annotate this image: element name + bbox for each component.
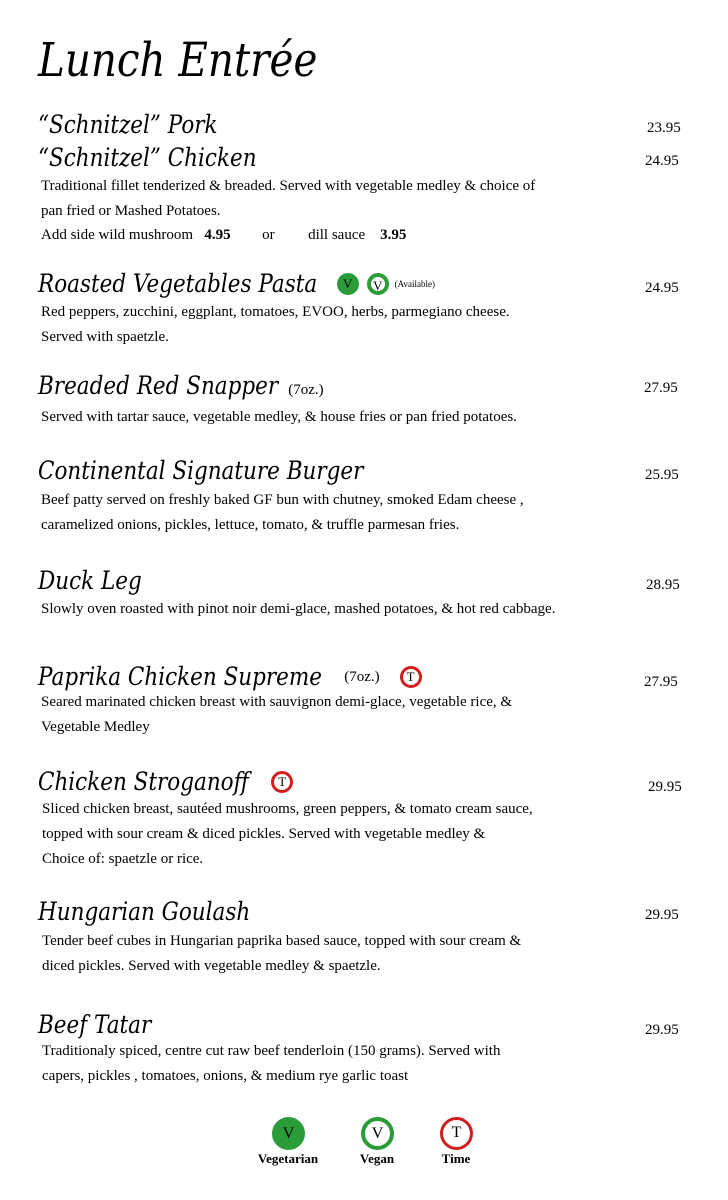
vegan-badge-icon: V xyxy=(367,273,389,295)
desc-line: Seared marinated chicken breast with sauvignon demi-glace, vegetable rice, & xyxy=(41,694,513,710)
page-title: Lunch Entrée xyxy=(38,33,318,88)
item-price-beef-tatar: 29.95 xyxy=(645,1022,679,1038)
vegetarian-badge-icon: V xyxy=(337,273,359,295)
item-name-paprika: Paprika Chicken Supreme xyxy=(38,662,323,691)
item-price-stroganoff: 29.95 xyxy=(648,779,682,795)
desc-line: Choice of: spaetzle or rice. xyxy=(42,851,204,867)
legend-label-vegetarian: Vegetarian xyxy=(257,1151,319,1166)
item-desc-beef-tatar xyxy=(42,1039,500,1089)
item-header-pasta xyxy=(38,269,435,299)
item-price-burger: 25.95 xyxy=(645,467,679,483)
addon-sauce-price: 3.95 xyxy=(380,227,407,243)
addon-prefix: Add side wild mushroom xyxy=(41,227,194,243)
item-header-snapper xyxy=(38,371,324,401)
item-header-stroganoff xyxy=(38,767,293,797)
item-price-duck-leg: 28.95 xyxy=(646,577,680,593)
item-desc-goulash xyxy=(42,929,521,979)
item-name-snapper: Breaded Red Snapper xyxy=(38,371,279,400)
desc-line: Vegetable Medley xyxy=(41,719,150,735)
item-name-stroganoff: Chicken Stroganoff xyxy=(38,767,249,796)
item-price-pasta: 24.95 xyxy=(645,280,679,296)
desc-line: diced pickles. Served with vegetable medley & spaetzle. xyxy=(42,958,381,974)
item-price-goulash: 29.95 xyxy=(645,907,679,923)
item-desc-duck-leg xyxy=(41,597,555,622)
legend-vegetarian-icon: V xyxy=(272,1117,305,1150)
legend-time-icon: T xyxy=(440,1117,473,1150)
item-price-paprika: 27.95 xyxy=(644,674,678,690)
item-name-schnitzel-pork: “Schnitzel” Pork xyxy=(38,110,218,139)
desc-line: Sliced chicken breast, sautéed mushrooms, green peppers, & tomato cream sauce, xyxy=(42,801,533,817)
legend-label-time: Time xyxy=(441,1151,471,1166)
desc-line: Tender beef cubes in Hungarian paprika based sauce, topped with sour cream & xyxy=(42,933,522,949)
item-price-schnitzel-chicken: 24.95 xyxy=(645,153,679,169)
time-badge-icon: T xyxy=(271,771,293,793)
desc-line: Beef patty served on freshly baked GF bun with chutney, smoked Edam cheese , xyxy=(41,492,524,508)
item-desc-burger xyxy=(41,488,524,538)
item-desc-paprika xyxy=(41,690,512,740)
desc-line: Served with spaetzle. xyxy=(41,329,169,345)
item-name-burger: Continental Signature Burger xyxy=(38,456,364,485)
item-desc-schnitzel-chicken xyxy=(41,174,535,224)
item-suffix-paprika: (7oz.) xyxy=(344,668,380,685)
item-name-beef-tatar: Beef Tatar xyxy=(38,1010,152,1039)
item-desc-stroganoff xyxy=(42,797,533,872)
item-name-goulash: Hungarian Goulash xyxy=(38,897,251,926)
addon-line xyxy=(41,227,406,244)
desc-line: capers, pickles , tomatoes, onions, & medium rye garlic toast xyxy=(42,1068,409,1084)
item-name-pasta: Roasted Vegetables Pasta xyxy=(38,269,318,298)
item-desc-pasta xyxy=(41,300,510,350)
badge-note: (Available) xyxy=(394,279,435,289)
desc-line: Traditionaly spiced, centre cut raw beef tenderloin (150 grams). Served with xyxy=(42,1043,501,1059)
legend-vegan-icon: V xyxy=(361,1117,394,1150)
desc-line: caramelized onions, pickles, lettuce, tomato, & truffle parmesan fries. xyxy=(41,517,460,533)
item-name-duck-leg: Duck Leg xyxy=(38,566,142,595)
desc-line: pan fried or Mashed Potatoes. xyxy=(41,203,221,219)
item-price-snapper: 27.95 xyxy=(644,380,678,396)
desc-line: topped with sour cream & diced pickles. Served with vegetable medley & xyxy=(42,826,486,842)
item-name-schnitzel-chicken: “Schnitzel” Chicken xyxy=(38,143,257,172)
desc-line: Slowly oven roasted with pinot noir demi-glace, mashed potatoes, & hot red cabbage. xyxy=(41,601,556,617)
desc-line: Traditional fillet tenderized & breaded. Served with vegetable medley & choice of xyxy=(41,178,536,194)
item-header-paprika xyxy=(38,662,422,692)
desc-line: Served with tartar sauce, vegetable medley, & house fries or pan fried potatoes. xyxy=(41,409,517,425)
addon-sauce: dill sauce xyxy=(308,227,366,243)
item-price-schnitzel-pork: 23.95 xyxy=(647,120,681,136)
item-suffix-snapper: (7oz.) xyxy=(288,382,324,398)
addon-mushroom-price: 4.95 xyxy=(204,227,231,243)
time-badge-icon: T xyxy=(400,666,422,688)
item-desc-snapper xyxy=(41,405,517,430)
legend-label-vegan: Vegan xyxy=(359,1151,395,1166)
desc-line: Red peppers, zucchini, eggplant, tomatoes, EVOO, herbs, parmegiano cheese. xyxy=(41,304,510,320)
addon-or: or xyxy=(262,227,275,243)
